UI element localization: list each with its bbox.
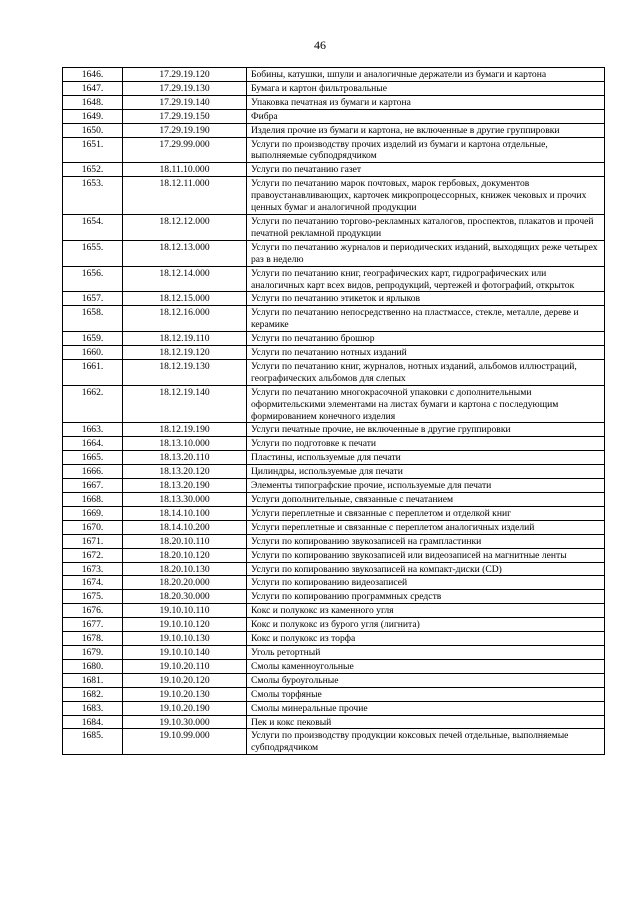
page-number: 46 bbox=[314, 38, 326, 52]
table-row bbox=[63, 177, 605, 215]
description-cell: Смолы минеральные прочие bbox=[247, 701, 605, 715]
description-cell: Цилиндры, используемые для печати bbox=[247, 465, 605, 479]
table-row bbox=[63, 590, 605, 604]
table-row bbox=[63, 359, 605, 385]
description-cell: Фибра bbox=[247, 109, 605, 123]
row-number-cell: 1675. bbox=[63, 590, 123, 604]
code-cell: 18.20.10.130 bbox=[123, 562, 247, 576]
table-row bbox=[63, 81, 605, 95]
code-cell: 18.20.10.120 bbox=[123, 548, 247, 562]
description-cell: Кокс и полукокс из каменного угля bbox=[247, 604, 605, 618]
description-cell: Упаковка печатная из бумаги и картона bbox=[247, 95, 605, 109]
code-cell: 18.13.20.110 bbox=[123, 451, 247, 465]
description-cell: Услуги переплетные и связанные с переплетом аналогичных изделий bbox=[247, 520, 605, 534]
description-cell: Кокс и полукокс из бурого угля (лигнита) bbox=[247, 618, 605, 632]
row-number-cell: 1666. bbox=[63, 465, 123, 479]
description-cell: Изделия прочие из бумаги и картона, не включенные в другие группировки bbox=[247, 123, 605, 137]
row-number-cell: 1671. bbox=[63, 534, 123, 548]
description-cell: Услуги по печатанию брошюр bbox=[247, 332, 605, 346]
table-row bbox=[63, 332, 605, 346]
row-number-cell: 1679. bbox=[63, 645, 123, 659]
code-cell: 18.12.16.000 bbox=[123, 306, 247, 332]
row-number-cell: 1648. bbox=[63, 95, 123, 109]
table-row bbox=[63, 95, 605, 109]
row-number-cell: 1664. bbox=[63, 437, 123, 451]
description-cell: Услуги по копированию звукозаписей или видеозаписей на магнитные ленты bbox=[247, 548, 605, 562]
code-cell: 17.29.99.000 bbox=[123, 137, 247, 163]
description-cell: Услуги по печатанию непосредственно на пластмассе, стекле, металле, дереве и керамике bbox=[247, 306, 605, 332]
row-number-cell: 1663. bbox=[63, 423, 123, 437]
row-number-cell: 1682. bbox=[63, 687, 123, 701]
code-cell: 18.14.10.100 bbox=[123, 506, 247, 520]
table-row bbox=[63, 479, 605, 493]
row-number-cell: 1647. bbox=[63, 81, 123, 95]
description-cell: Смолы торфяные bbox=[247, 687, 605, 701]
description-cell: Услуги по печатанию газет bbox=[247, 163, 605, 177]
code-cell: 18.13.20.120 bbox=[123, 465, 247, 479]
code-cell: 18.12.19.190 bbox=[123, 423, 247, 437]
description-cell: Услуги по копированию видеозаписей bbox=[247, 576, 605, 590]
table-row bbox=[63, 659, 605, 673]
row-number-cell: 1650. bbox=[63, 123, 123, 137]
code-cell: 18.13.20.190 bbox=[123, 479, 247, 493]
description-cell: Кокс и полукокс из торфа bbox=[247, 632, 605, 646]
code-cell: 18.12.19.140 bbox=[123, 385, 247, 423]
row-number-cell: 1656. bbox=[63, 266, 123, 292]
description-cell: Услуги по производству продукции коксовых печей отдельные, выполняемые субподрядчиком bbox=[247, 729, 605, 755]
row-number-cell: 1681. bbox=[63, 673, 123, 687]
code-cell: 18.13.30.000 bbox=[123, 493, 247, 507]
row-number-cell: 1657. bbox=[63, 292, 123, 306]
row-number-cell: 1665. bbox=[63, 451, 123, 465]
description-cell: Услуги по копированию программных средств bbox=[247, 590, 605, 604]
code-cell: 17.29.19.190 bbox=[123, 123, 247, 137]
description-cell: Услуги по подготовке к печати bbox=[247, 437, 605, 451]
table-row bbox=[63, 506, 605, 520]
description-cell: Услуги по печатанию книг, журналов, нотных изданий, альбомов иллюстраций, географических альбомов для слепых bbox=[247, 359, 605, 385]
code-cell: 17.29.19.140 bbox=[123, 95, 247, 109]
row-number-cell: 1683. bbox=[63, 701, 123, 715]
table-body bbox=[63, 68, 605, 755]
table-row bbox=[63, 562, 605, 576]
row-number-cell: 1658. bbox=[63, 306, 123, 332]
row-number-cell: 1646. bbox=[63, 68, 123, 82]
description-cell: Уголь ретортный bbox=[247, 645, 605, 659]
code-cell: 18.11.10.000 bbox=[123, 163, 247, 177]
table-row bbox=[63, 465, 605, 479]
code-cell: 19.10.99.000 bbox=[123, 729, 247, 755]
description-cell: Услуги по печатанию марок почтовых, марок гербовых, документов правоустанавливающих, карточек микропроцессорных, книжек чековых и прочих ценных бумаг и аналогичной продукции bbox=[247, 177, 605, 215]
table-row bbox=[63, 673, 605, 687]
classifier-table bbox=[62, 67, 605, 755]
row-number-cell: 1649. bbox=[63, 109, 123, 123]
description-cell: Услуги переплетные и связанные с переплетом и отделкой книг bbox=[247, 506, 605, 520]
code-cell: 19.10.20.190 bbox=[123, 701, 247, 715]
row-number-cell: 1680. bbox=[63, 659, 123, 673]
code-cell: 18.12.19.110 bbox=[123, 332, 247, 346]
table-row bbox=[63, 266, 605, 292]
table-row bbox=[63, 632, 605, 646]
table-row bbox=[63, 520, 605, 534]
code-cell: 18.12.12.000 bbox=[123, 214, 247, 240]
description-cell: Услуги дополнительные, связанные с печатанием bbox=[247, 493, 605, 507]
row-number-cell: 1668. bbox=[63, 493, 123, 507]
description-cell: Услуги по печатанию этикеток и ярлыков bbox=[247, 292, 605, 306]
row-number-cell: 1677. bbox=[63, 618, 123, 632]
description-cell: Элементы типографские прочие, используемые для печати bbox=[247, 479, 605, 493]
row-number-cell: 1670. bbox=[63, 520, 123, 534]
code-cell: 19.10.30.000 bbox=[123, 715, 247, 729]
code-cell: 18.20.10.110 bbox=[123, 534, 247, 548]
table-row bbox=[63, 687, 605, 701]
table-row bbox=[63, 214, 605, 240]
description-cell: Смолы буроугольные bbox=[247, 673, 605, 687]
row-number-cell: 1661. bbox=[63, 359, 123, 385]
description-cell: Бобины, катушки, шпули и аналогичные держатели из бумаги и картона bbox=[247, 68, 605, 82]
code-cell: 18.12.19.130 bbox=[123, 359, 247, 385]
code-cell: 18.12.15.000 bbox=[123, 292, 247, 306]
code-cell: 19.10.20.110 bbox=[123, 659, 247, 673]
row-number-cell: 1660. bbox=[63, 346, 123, 360]
code-cell: 18.20.20.000 bbox=[123, 576, 247, 590]
code-cell: 18.13.10.000 bbox=[123, 437, 247, 451]
description-cell: Смолы каменноугольные bbox=[247, 659, 605, 673]
row-number-cell: 1674. bbox=[63, 576, 123, 590]
description-cell: Пластины, используемые для печати bbox=[247, 451, 605, 465]
table-row bbox=[63, 163, 605, 177]
description-cell: Услуги по печатанию торгово-рекламных каталогов, проспектов, плакатов и прочей печатной рекламной продукции bbox=[247, 214, 605, 240]
code-cell: 18.14.10.200 bbox=[123, 520, 247, 534]
description-cell: Услуги по печатанию многокрасочной упаковки с дополнительными оформительскими элементами на листах бумаги и картона с последующим формированием конечного изделия bbox=[247, 385, 605, 423]
code-cell: 17.29.19.120 bbox=[123, 68, 247, 82]
table-row bbox=[63, 292, 605, 306]
table-row bbox=[63, 437, 605, 451]
row-number-cell: 1684. bbox=[63, 715, 123, 729]
table-row bbox=[63, 240, 605, 266]
table-row bbox=[63, 493, 605, 507]
code-cell: 18.12.19.120 bbox=[123, 346, 247, 360]
code-cell: 18.12.11.000 bbox=[123, 177, 247, 215]
description-cell: Услуги по печатанию журналов и периодических изданий, выходящих реже четырех раз в неделю bbox=[247, 240, 605, 266]
table-row bbox=[63, 576, 605, 590]
table-row bbox=[63, 346, 605, 360]
code-cell: 19.10.10.140 bbox=[123, 645, 247, 659]
table-row bbox=[63, 548, 605, 562]
row-number-cell: 1667. bbox=[63, 479, 123, 493]
row-number-cell: 1678. bbox=[63, 632, 123, 646]
code-cell: 18.12.13.000 bbox=[123, 240, 247, 266]
code-cell: 19.10.20.130 bbox=[123, 687, 247, 701]
row-number-cell: 1651. bbox=[63, 137, 123, 163]
row-number-cell: 1676. bbox=[63, 604, 123, 618]
description-cell: Услуги по производству прочих изделий из бумаги и картона отдельные, выполняемые субподрядчиком bbox=[247, 137, 605, 163]
code-cell: 19.10.10.130 bbox=[123, 632, 247, 646]
table-row bbox=[63, 385, 605, 423]
row-number-cell: 1655. bbox=[63, 240, 123, 266]
description-cell: Услуги печатные прочие, не включенные в другие группировки bbox=[247, 423, 605, 437]
table-row bbox=[63, 109, 605, 123]
description-cell: Услуги по копированию звукозаписей на грампластинки bbox=[247, 534, 605, 548]
code-cell: 17.29.19.130 bbox=[123, 81, 247, 95]
row-number-cell: 1673. bbox=[63, 562, 123, 576]
table-row bbox=[63, 715, 605, 729]
table-row bbox=[63, 604, 605, 618]
table-row bbox=[63, 68, 605, 82]
table-row bbox=[63, 701, 605, 715]
description-cell: Услуги по копированию звукозаписей на компакт-диски (CD) bbox=[247, 562, 605, 576]
row-number-cell: 1672. bbox=[63, 548, 123, 562]
table-row bbox=[63, 534, 605, 548]
table-row bbox=[63, 618, 605, 632]
table-row bbox=[63, 123, 605, 137]
row-number-cell: 1653. bbox=[63, 177, 123, 215]
description-cell: Бумага и картон фильтровальные bbox=[247, 81, 605, 95]
row-number-cell: 1669. bbox=[63, 506, 123, 520]
code-cell: 19.10.10.120 bbox=[123, 618, 247, 632]
code-cell: 19.10.20.120 bbox=[123, 673, 247, 687]
row-number-cell: 1659. bbox=[63, 332, 123, 346]
table-row bbox=[63, 451, 605, 465]
code-cell: 17.29.19.150 bbox=[123, 109, 247, 123]
table-row bbox=[63, 645, 605, 659]
row-number-cell: 1654. bbox=[63, 214, 123, 240]
description-cell: Услуги по печатанию нотных изданий bbox=[247, 346, 605, 360]
table-row bbox=[63, 306, 605, 332]
table-row bbox=[63, 137, 605, 163]
row-number-cell: 1652. bbox=[63, 163, 123, 177]
code-cell: 19.10.10.110 bbox=[123, 604, 247, 618]
row-number-cell: 1662. bbox=[63, 385, 123, 423]
code-cell: 18.12.14.000 bbox=[123, 266, 247, 292]
description-cell: Услуги по печатанию книг, географических карт, гидрографических или аналогичных карт всех видов, репродукций, чертежей и фотографий, открыток bbox=[247, 266, 605, 292]
table-row bbox=[63, 423, 605, 437]
code-cell: 18.20.30.000 bbox=[123, 590, 247, 604]
table-row bbox=[63, 729, 605, 755]
description-cell: Пек и кокс пековый bbox=[247, 715, 605, 729]
row-number-cell: 1685. bbox=[63, 729, 123, 755]
